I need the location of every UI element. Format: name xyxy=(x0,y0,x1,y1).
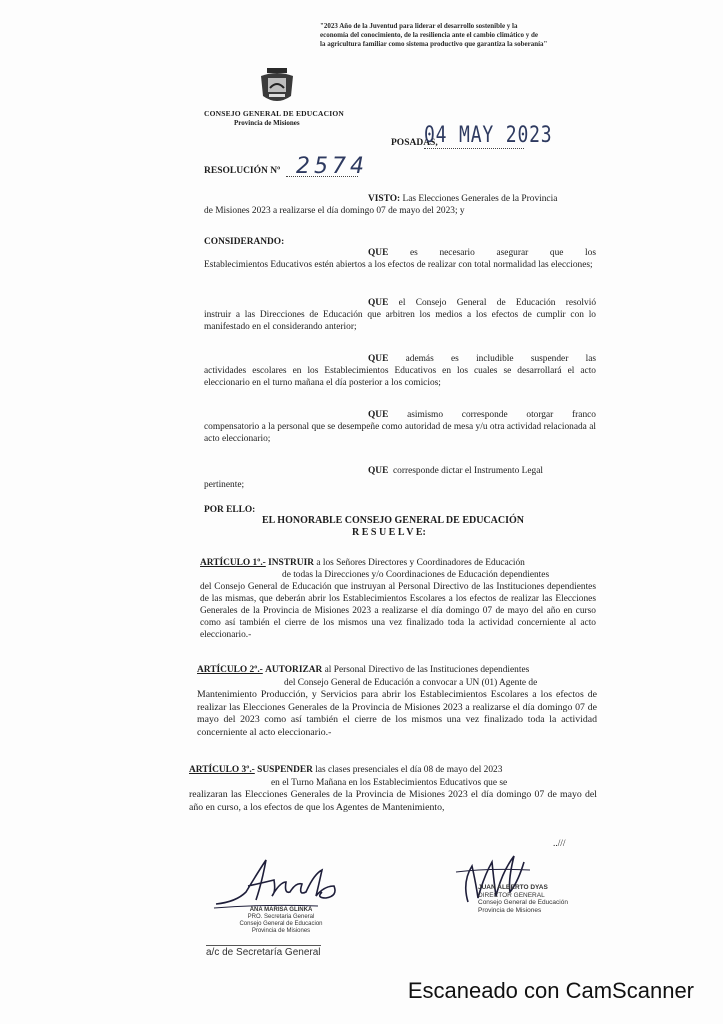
left-stamp-province: Provincia de Misiones xyxy=(251,928,311,934)
considerando-text: asimismo corresponde otorgar franco xyxy=(407,410,596,420)
date-line xyxy=(424,148,524,149)
visto-line xyxy=(368,193,688,205)
article-3-second-line: en el Turno Mañana en los Establecimientos Educativos que se xyxy=(271,778,508,788)
article-2-body: Mantenimiento Producción, y Servicios para abrir los Establecimientos Escolares a los efectos de realizar las Elecciones Generales de la Provincia de Misiones 2023 a realizarse el día domingo 07 de mayo del 2023 como así también el cierre de los mismos una vez finalizado toda la actividad concerniente al acto eleccionario.- xyxy=(197,689,597,738)
organization-name: CONSEJO GENERAL DE EDUCACION xyxy=(204,109,344,118)
considerando-item-2-first xyxy=(368,297,596,309)
considerando-item-1-first xyxy=(368,247,596,259)
article-3-label: ARTÍCULO 3º.- xyxy=(189,765,255,775)
article-3-first-line xyxy=(189,764,597,776)
article-2-text-first: al Personal Directivo de las Instituciones dependientes xyxy=(324,665,530,675)
article-2-verb: AUTORIZAR xyxy=(265,665,323,675)
que-lead: QUE xyxy=(368,410,389,420)
right-stamp-name: JUAN ALBERTO DYAS xyxy=(478,884,548,891)
camscanner-watermark: Escaneado con CamScanner xyxy=(407,978,694,1003)
que-lead: QUE xyxy=(368,298,389,308)
right-stamp-province: Provincia de Misiones xyxy=(478,906,542,914)
considerando-item-5-rest: pertinente; xyxy=(204,480,245,490)
article-1-body: del Consejo General de Educación que instruyan al Personal Directivo de las Instituciones dependientes de las mismas, que deberán abrir los Establecimientos Escolares a los efectos de realizar las Elecciones Generales de la Provincia de Misiones 2023 a realizarse el día domingo 07 de mayo del año en curso como así también el cierre de los mismos una vez finalizado toda la actividad concerniente al acto eleccionario.- xyxy=(200,582,596,640)
considerando-item-5-first xyxy=(368,465,596,477)
article-1-text-first: a los Señores Directores y Coordinadores de Educación xyxy=(316,558,525,568)
article-2-second-line: del Consejo General de Educación a convocar a UN (01) Agente de xyxy=(284,678,538,688)
resuelve-heading: R E S U E L V E: xyxy=(352,527,426,538)
article-2-label: ARTÍCULO 2º.- xyxy=(197,665,263,675)
left-stamp-role: PRO. Secretaria General xyxy=(247,914,315,920)
considerando-item-1-rest: Establecimientos Educativos estén abiertos a los efectos de realizar con total normalidad las elecciones; xyxy=(204,260,593,270)
article-1-verb: INSTRUIR xyxy=(268,558,314,568)
visto-text-b: de Misiones 2023 a realizarse el día domingo 07 de mayo del 2023; y xyxy=(204,206,465,216)
que-lead: QUE xyxy=(368,466,389,476)
article-2-first-line xyxy=(197,664,597,676)
article-3-body: realizaran las Elecciones Generales de la Provincia de Misiones 2023 el día domingo 07 de mayo del año en curso, a los efectos de que los Agentes de Mantenimiento, xyxy=(189,789,597,813)
que-lead: QUE xyxy=(368,248,389,258)
considerando-text: es necesario asegurar que los xyxy=(409,248,597,258)
article-3-verb: SUSPENDER xyxy=(257,765,313,775)
left-stamp-name: ANA MARISA GLINKA xyxy=(249,907,313,913)
resolution-line xyxy=(286,176,358,177)
visto-text-a: Las Elecciones Generales de la Provincia xyxy=(402,194,558,204)
article-1-label: ARTÍCULO 1º.- xyxy=(200,558,266,568)
provincial-seal-icon xyxy=(256,66,298,106)
year-motto: "2023 Año de la Juventud para liderar el desarrollo sostenible y la economía del conocimiento, de la resiliencia ante el cambio climático y de la agricultura familiar como sistema productivo que garantiza la soberanía" xyxy=(320,22,548,48)
left-signature-stamp xyxy=(226,907,336,935)
date-stamp: 04 MAY 2023 xyxy=(424,123,553,148)
considerando-item-3-first xyxy=(368,353,596,365)
article-1-second-line: de todas la Direcciones y/o Coordinaciones de Educación dependientes xyxy=(282,570,550,580)
considerando-text: además es includible suspender las xyxy=(405,354,597,364)
considerando-item-4-first xyxy=(368,409,596,421)
right-signature-stamp xyxy=(478,884,598,914)
right-stamp-org: Consejo General de Educación xyxy=(478,899,568,906)
continuation-mark: ../// xyxy=(553,839,566,849)
council-heading: EL HONORABLE CONSEJO GENERAL DE EDUCACIÓN xyxy=(262,515,524,526)
que-lead: QUE xyxy=(368,354,389,364)
visto-label: VISTO: xyxy=(368,194,401,204)
considerando-item-2-rest: instruir a las Direcciones de Educación que arbitren los medios a los efectos de cumplir con lo manifestado en el considerando anterior; xyxy=(204,310,596,332)
considerando-label: CONSIDERANDO: xyxy=(204,237,285,247)
resolution-label: RESOLUCIÓN Nº xyxy=(204,166,281,176)
resolution-number: 2574 xyxy=(296,154,368,179)
considerando-text: el Consejo General de Educación resolvió xyxy=(398,298,597,308)
city-label: POSADAS, xyxy=(391,138,438,148)
considerando-text: corresponde dictar el Instrumento Legal xyxy=(393,466,543,476)
left-signature-icon xyxy=(206,852,356,912)
por-ello-label: POR ELLO: xyxy=(204,505,256,515)
considerando-item-3-rest: actividades escolares en los Establecimientos Educativos en los cuales se desarrollará el acto eleccionario en el turno mañana el día posterior a los comicios; xyxy=(204,366,596,388)
left-signature-footer: a/c de Secretaría General xyxy=(206,947,321,958)
left-stamp-org: Consejo General de Educacion xyxy=(239,921,323,927)
right-stamp-role: DIRECTOR GENERAL xyxy=(478,891,545,899)
article-1-first-line xyxy=(200,557,596,569)
article-3-text-first: las clases presenciales el día 08 de mayo del 2023 xyxy=(315,765,503,775)
organization-province: Provincia de Misiones xyxy=(234,119,300,127)
considerando-item-4-rest: compensatorio a la personal que se desempeñe como autoridad de mesa y/u otra actividad relacionada al acto eleccionario; xyxy=(204,422,596,444)
